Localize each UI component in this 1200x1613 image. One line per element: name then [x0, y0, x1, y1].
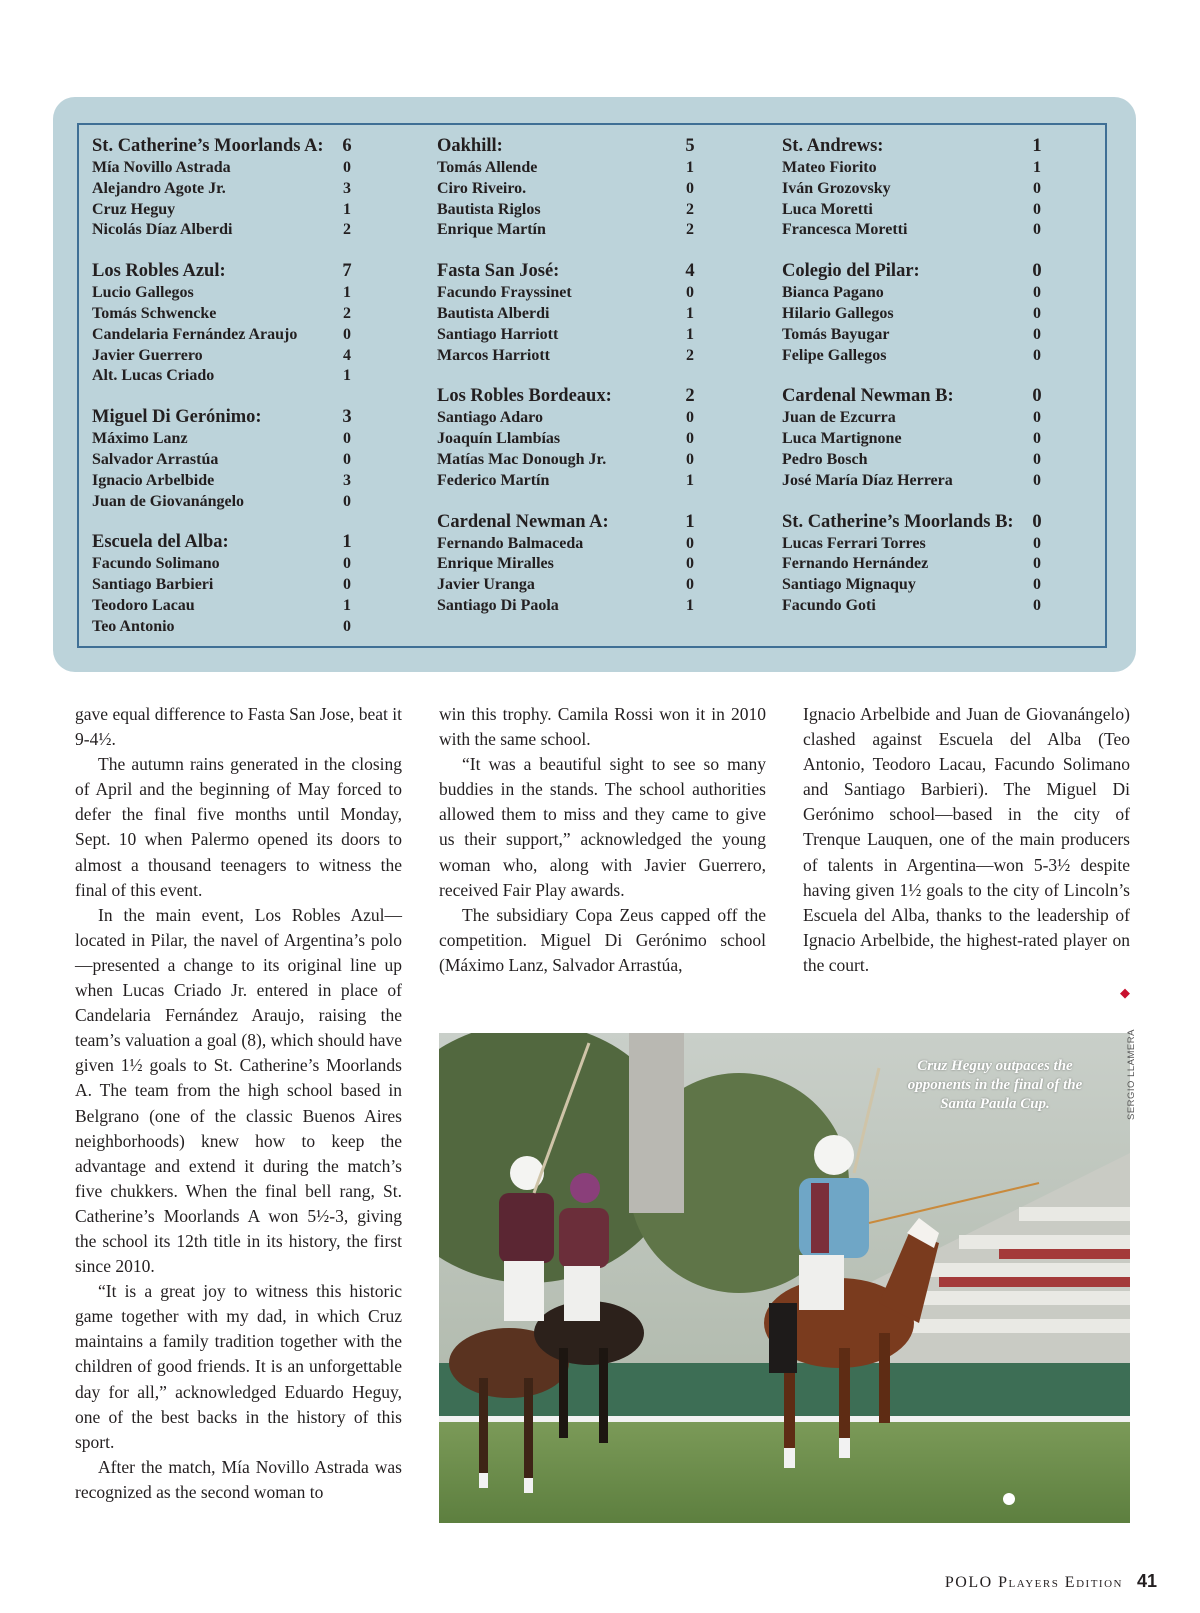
player-row: [437, 325, 697, 346]
team-block: [92, 406, 354, 512]
article-column-3: [803, 702, 1130, 1005]
player-goals: 0: [1033, 534, 1041, 552]
player-goals: 0: [1033, 346, 1041, 364]
player-goals: 0: [686, 430, 694, 448]
player-row: [92, 575, 354, 596]
team-name: St. Andrews:: [782, 136, 884, 156]
player-name: Alt. Lucas Criado: [92, 367, 215, 385]
page-footer: [945, 1571, 1157, 1592]
player-row: [92, 429, 354, 450]
team-block: [92, 135, 354, 241]
article-paragraph: gave equal difference to Fasta San Jose, beat it 9-4½.: [75, 704, 402, 750]
article-paragraph: Ignacio Arbelbide and Juan de Giovanángelo) clashed against Escuela del Alba (Teo Antonio, Teodoro Lacau, Facundo Solimano and Santiago Barbieri). The Miguel Di Gerónimo school—based in the city of Trenque Lauquen, one of the main producers of talents in Argentina—won 5-3½ despite having given 1½ goals to the city of Lincoln’s Escuela del Alba, thanks to the leadership of Ignacio Arbelbide, the highest-rated player on the court.: [803, 704, 1130, 975]
article-column-2: [439, 702, 766, 978]
player-name: Facundo Goti: [782, 596, 876, 614]
team-row: [437, 385, 697, 408]
player-name: Santiago Mignaquy: [782, 576, 916, 594]
team-score: 1: [685, 511, 695, 532]
team-block: [782, 135, 1044, 241]
player-name: Francesca Moretti: [782, 221, 908, 239]
player-goals: 0: [686, 284, 694, 302]
player-name: Ciro Riveiro.: [437, 179, 527, 197]
team-name: Oakhill:: [437, 136, 503, 156]
player-row: [782, 346, 1044, 367]
player-name: Bianca Pagano: [782, 284, 884, 302]
player-row: [782, 471, 1044, 492]
player-goals: 1: [343, 367, 351, 385]
player-name: Luca Moretti: [782, 200, 873, 218]
player-goals: 4: [343, 346, 351, 364]
player-goals: 0: [1033, 596, 1041, 614]
player-row: [437, 554, 697, 575]
end-of-article-mark: ◆: [1120, 985, 1130, 1001]
player-goals: 0: [686, 409, 694, 427]
player-row: [437, 200, 697, 221]
player-row: [782, 575, 1044, 596]
team-row: [92, 531, 354, 554]
player-row: [437, 575, 697, 596]
player-goals: 0: [1033, 409, 1041, 427]
player-name: Máximo Lanz: [92, 430, 188, 448]
team-score: 1: [342, 532, 352, 553]
polo-match-photo: [439, 1033, 1130, 1523]
player-goals: 0: [1033, 430, 1041, 448]
player-name: Santiago Di Paola: [437, 596, 559, 614]
player-row: [92, 283, 354, 304]
team-name: Los Robles Bordeaux:: [437, 386, 612, 407]
player-goals: 0: [1033, 471, 1041, 489]
team-row: [782, 385, 1044, 408]
team-block: [437, 135, 697, 241]
player-goals: 0: [1033, 325, 1041, 343]
team-block: [437, 511, 697, 617]
player-row: [437, 158, 697, 179]
player-row: [437, 534, 697, 555]
player-goals: 0: [343, 159, 351, 176]
player-name: Tomás Bayugar: [782, 325, 890, 343]
player-name: Marcos Harriott: [437, 346, 550, 364]
team-row: [782, 260, 1044, 283]
article-paragraph: The autumn rains generated in the closing of April and the beginning of May forced to defer the final five months until Monday, Sept. 10 when Palermo opened its doors to almost a thousand teenagers to witness the final of this event.: [75, 754, 402, 900]
team-row: [92, 135, 354, 158]
player-goals: 0: [1033, 555, 1041, 573]
article-paragraph: win this trophy. Camila Rossi won it in 2010 with the same school.: [439, 704, 766, 750]
team-block: [782, 260, 1044, 366]
player-row: [437, 596, 697, 617]
team-row: [92, 406, 354, 429]
article-column-1: [75, 702, 402, 1505]
player-name: Lucio Gallegos: [92, 284, 194, 302]
player-goals: 1: [343, 200, 351, 218]
player-goals: 0: [686, 450, 694, 468]
player-name: Fernando Hernández: [782, 555, 929, 573]
player-row: [437, 429, 697, 450]
player-name: Enrique Martín: [437, 221, 546, 239]
player-goals: 0: [1033, 179, 1041, 197]
player-row: [782, 179, 1044, 200]
player-row: [92, 325, 354, 346]
team-row: [782, 135, 1044, 158]
player-name: Santiago Adaro: [437, 409, 543, 427]
player-row: [92, 304, 354, 325]
player-row: [92, 492, 354, 513]
team-score: 1: [1032, 136, 1042, 156]
player-name: Joaquín Llambías: [437, 430, 561, 448]
article-paragraph: The subsidiary Copa Zeus capped off the competition. Miguel Di Gerónimo school (Máximo Lanz, Salvador Arrastúa,: [439, 904, 766, 975]
team-row: [92, 260, 354, 283]
team-score: 6: [342, 136, 352, 156]
player-name: Teodoro Lacau: [92, 596, 195, 614]
player-goals: 0: [343, 325, 351, 343]
player-goals: 0: [686, 534, 694, 552]
player-row: [782, 220, 1044, 241]
team-name: Escuela del Alba:: [92, 532, 229, 553]
magazine-name: POLO Players Edition: [944, 1574, 1123, 1591]
scores-column-3: [782, 135, 1044, 636]
photo-credit: SERGIO LLAMERA: [1126, 1029, 1137, 1120]
player-name: Bautista Alberdi: [437, 304, 550, 322]
player-goals: 2: [343, 221, 351, 239]
player-row: [92, 200, 354, 221]
player-name: Bautista Riglos: [437, 200, 541, 218]
player-name: Pedro Bosch: [782, 450, 868, 468]
player-row: [92, 346, 354, 367]
team-row: [437, 135, 697, 158]
player-name: Enrique Miralles: [437, 555, 554, 573]
player-row: [782, 200, 1044, 221]
player-name: Luca Martignone: [782, 430, 902, 448]
article-paragraph: After the match, Mía Novillo Astrada was recognized as the second woman to: [75, 1456, 402, 1502]
player-row: [92, 554, 354, 575]
team-block: [437, 385, 697, 491]
player-goals: 0: [1033, 304, 1041, 322]
player-goals: 0: [343, 555, 351, 573]
scores-column-2: [437, 135, 697, 636]
player-goals: 0: [1033, 221, 1041, 239]
player-name: Santiago Harriott: [437, 325, 559, 343]
player-name: Facundo Frayssinet: [437, 284, 572, 302]
player-row: [782, 534, 1044, 555]
player-goals: 2: [343, 304, 351, 322]
team-score: 0: [1032, 386, 1042, 407]
player-row: [437, 450, 697, 471]
player-row: [782, 554, 1044, 575]
player-name: Mateo Fiorito: [782, 159, 877, 176]
team-score: 2: [685, 386, 695, 407]
team-name: Colegio del Pilar:: [782, 261, 920, 282]
team-score: 5: [685, 136, 695, 156]
player-row: [92, 617, 354, 638]
team-name: Cardenal Newman B:: [782, 386, 954, 407]
article-paragraph: In the main event, Los Robles Azul—located in Pilar, the navel of Argentina’s polo—presented a change to its original line up when Lucas Criado Jr. entered in place of Candelaria Fernández Araujo, raising the team’s valuation a goal (8), which should have given 1½ goals to St. Catherine’s Moorlands A. The team from the high school based in Belgrano (one of the classic Buenos Aires neighborhoods) knew how to keep the advantage and extend it during the match’s five chukkers. When the final bell rang, St. Catherine’s Moorlands A won 5½-3, giving the school its 12th title in its history, the first since 2010.: [75, 904, 402, 1277]
player-row: [437, 283, 697, 304]
player-name: José María Díaz Herrera: [782, 471, 953, 489]
team-name: Fasta San José:: [437, 261, 560, 282]
team-block: [782, 385, 1044, 491]
player-goals: 1: [686, 471, 694, 489]
player-row: [92, 450, 354, 471]
team-name: Miguel Di Gerónimo:: [92, 407, 262, 428]
player-goals: 2: [686, 200, 694, 218]
article-paragraph: “It is a great joy to witness this historic game together with my dad, in which Cruz maintains a family tradition together with the children of good friends. It is an unforgettable day for all,” acknowledged Eduardo Heguy, one of the best backs in the history of this sport.: [75, 1281, 402, 1452]
player-goals: 0: [343, 617, 351, 635]
scores-column-1: [92, 135, 354, 657]
player-row: [92, 158, 354, 179]
player-row: [782, 408, 1044, 429]
player-row: [92, 179, 354, 200]
player-goals: 0: [1033, 576, 1041, 594]
team-row: [437, 511, 697, 534]
team-name: St. Catherine’s Moorlands A:: [92, 136, 324, 156]
player-name: Lucas Ferrari Torres: [782, 534, 926, 552]
team-score: 0: [1032, 511, 1042, 532]
player-goals: 0: [343, 430, 351, 448]
player-goals: 0: [686, 555, 694, 573]
player-goals: 3: [343, 179, 351, 197]
player-goals: 1: [686, 159, 694, 176]
player-row: [782, 304, 1044, 325]
team-block: [92, 531, 354, 637]
player-goals: 0: [686, 576, 694, 594]
player-name: Mía Novillo Astrada: [92, 159, 231, 176]
player-goals: 1: [686, 596, 694, 614]
article-paragraph: “It was a beautiful sight to see so many buddies in the stands. The school authorities allowed them to miss and they came to give us their support,” acknowledged the young woman who, along with Javier Guerrero, received Fair Play awards.: [439, 754, 766, 900]
player-goals: 0: [343, 492, 351, 510]
player-row: [782, 158, 1044, 179]
player-name: Juan de Ezcurra: [782, 409, 896, 427]
player-goals: 1: [343, 284, 351, 302]
team-block: [437, 260, 697, 366]
player-goals: 1: [1033, 159, 1041, 176]
player-row: [437, 346, 697, 367]
player-name: Santiago Barbieri: [92, 576, 214, 594]
player-goals: 2: [686, 346, 694, 364]
player-name: Cruz Heguy: [92, 200, 176, 218]
player-row: [437, 220, 697, 241]
player-goals: 0: [343, 450, 351, 468]
team-block: [92, 260, 354, 387]
player-name: Fernando Balmaceda: [437, 534, 584, 552]
player-name: Javier Uranga: [437, 576, 535, 594]
player-name: Candelaria Fernández Araujo: [92, 325, 298, 343]
player-goals: 1: [686, 304, 694, 322]
team-name: Los Robles Azul:: [92, 261, 226, 282]
team-block: [782, 511, 1044, 617]
player-goals: 2: [686, 221, 694, 239]
team-row: [437, 260, 697, 283]
player-goals: 0: [1033, 284, 1041, 302]
team-score: 0: [1032, 261, 1042, 282]
player-goals: 1: [686, 325, 694, 343]
player-row: [782, 450, 1044, 471]
player-name: Felipe Gallegos: [782, 346, 887, 364]
player-row: [782, 325, 1044, 346]
player-name: Alejandro Agote Jr.: [92, 179, 226, 197]
player-goals: 1: [343, 596, 351, 614]
player-row: [437, 471, 697, 492]
team-name: St. Catherine’s Moorlands B:: [782, 511, 1014, 532]
player-name: Facundo Solimano: [92, 555, 220, 573]
player-row: [782, 596, 1044, 617]
team-name: Cardenal Newman A:: [437, 511, 609, 532]
player-goals: 0: [1033, 450, 1041, 468]
player-row: [782, 429, 1044, 450]
player-row: [437, 304, 697, 325]
player-name: Salvador Arrastúa: [92, 450, 219, 468]
team-score: 4: [685, 261, 695, 282]
player-row: [782, 283, 1044, 304]
scores-box: [53, 97, 1136, 672]
player-goals: 3: [343, 471, 351, 489]
team-row: [782, 511, 1044, 534]
player-goals: 0: [686, 179, 694, 197]
scores-frame: [77, 123, 1107, 648]
player-name: Ignacio Arbelbide: [92, 471, 215, 489]
player-name: Tomás Schwencke: [92, 304, 217, 322]
team-score: 7: [342, 261, 352, 282]
player-row: [92, 366, 354, 387]
photo-caption: Cruz Heguy outpaces the opponents in the final of the Santa Paula Cup.: [907, 1058, 1083, 1112]
page-number: 41: [1136, 1571, 1157, 1591]
player-name: Javier Guerrero: [92, 346, 203, 364]
player-goals: 0: [343, 576, 351, 594]
player-row: [92, 596, 354, 617]
player-name: Juan de Giovanángelo: [92, 492, 245, 510]
player-row: [92, 471, 354, 492]
player-name: Tomás Allende: [437, 159, 538, 176]
player-name: Hilario Gallegos: [782, 304, 894, 322]
player-row: [437, 179, 697, 200]
player-name: Nicolás Díaz Alberdi: [92, 221, 233, 239]
player-row: [92, 220, 354, 241]
player-name: Teo Antonio: [92, 617, 175, 635]
player-name: Matías Mac Donough Jr.: [437, 450, 607, 468]
player-name: Iván Grozovsky: [782, 179, 891, 197]
team-score: 3: [342, 407, 352, 428]
player-row: [437, 408, 697, 429]
player-name: Federico Martín: [437, 471, 550, 489]
player-goals: 0: [1033, 200, 1041, 218]
